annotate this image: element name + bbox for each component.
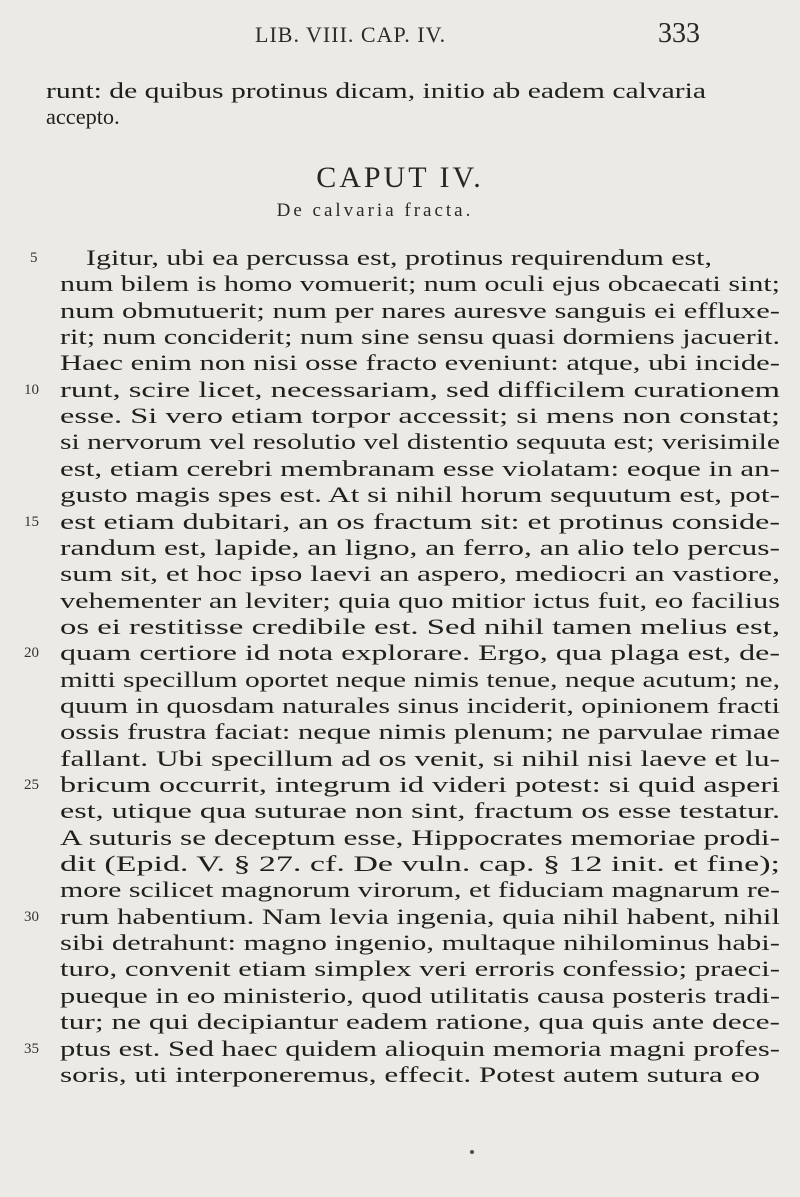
- text-line: os ei restitisse credibile est. Sed nihil tamen melius est,: [60, 613, 780, 639]
- text-line: Igitur, ubi ea percussa est, protinus requirendum est,: [86, 245, 712, 270]
- text-line: ptus est. Sed haec quidem alioquin memoria magni profes-: [60, 1035, 780, 1061]
- line-number: 15: [24, 513, 39, 530]
- text-line: est, etiam cerebri membranam esse violatam: eoque in an-: [60, 455, 780, 481]
- continuation-line: accepto.: [46, 104, 120, 130]
- text-line: gusto magis spes est. At si nihil horum sequutum est, pot-: [60, 482, 780, 508]
- text-line: more scilicet magnorum virorum, et fiduciam magnarum re-: [60, 877, 780, 903]
- chapter-title: CAPUT IV.: [316, 161, 484, 194]
- line-number: 10: [24, 381, 39, 398]
- text-line: A suturis se deceptum esse, Hippocrates memoriae prodi-: [60, 824, 780, 850]
- text-line: vehementer an leviter; quia quo mitior ictus fuit, eo facilius: [60, 587, 780, 613]
- text-line: si nervorum vel resolutio vel distentio sequuta est; verisimile: [60, 429, 780, 455]
- text-line: randum est, lapide, an ligno, an ferro, an alio telo percus-: [60, 534, 780, 560]
- text-line: Haec enim non nisi osse fracto eveniunt: atque, ubi incide-: [60, 350, 780, 376]
- text-line: esse. Si vero etiam torpor accessit; si mens non constat;: [60, 403, 780, 429]
- text-line: est etiam dubitari, an os fractum sit: et protinus conside-: [60, 508, 780, 534]
- text-line: rum habentium. Nam levia ingenia, quia nihil habent, nihil: [60, 903, 780, 929]
- text-line: pueque in eo ministerio, quod utilitatis causa posteris tradi-: [60, 982, 780, 1008]
- text-line: est, utique qua suturae non sint, fractum os esse testatur.: [60, 798, 780, 824]
- text-line: mitti specillum oportet neque nimis tenue, neque acutum; ne,: [60, 666, 780, 692]
- text-line: sum sit, et hoc ipso laevi an aspero, mediocri an vastiore,: [60, 561, 780, 587]
- text-line: ossis frustra faciat: neque nimis plenum; ne parvulae rimae: [60, 719, 780, 745]
- text-line: fallant. Ubi specillum ad os venit, si nihil nisi laeve et lu-: [60, 745, 780, 771]
- page-number: 333: [658, 18, 700, 49]
- text-line: sibi detrahunt: magno ingenio, multaque nihilominus habi-: [60, 930, 780, 956]
- page-mark: [470, 1150, 474, 1154]
- text-line: bricum occurrit, integrum id videri potest: si quid asperi: [60, 772, 780, 797]
- continuation-line: runt: de quibus protinus dicam, initio ab eadem calvaria: [46, 78, 706, 103]
- text-line: num obmutuerit; num per nares auresve sanguis ei effluxe-: [60, 297, 780, 323]
- text-line: quum in quosdam naturales sinus inciderit, opinionem fracti: [60, 692, 780, 718]
- text-line: tur; ne qui decipiantur eadem ratione, qua quis ante dece-: [60, 1009, 780, 1035]
- text-line: turo, convenit etiam simplex veri erroris confessio; praeci-: [60, 956, 780, 982]
- line-number: 20: [24, 645, 39, 662]
- text-line: dit (Epid. V. § 27. cf. De vuln. cap. § 12 init. et fine);: [60, 851, 780, 877]
- line-number: 30: [24, 908, 39, 925]
- chapter-subtitle: De calvaria fracta.: [276, 200, 474, 221]
- text-line: num bilem is homo vomuerit; num oculi ejus obcaecati sint;: [60, 271, 780, 297]
- line-number: 5: [30, 250, 38, 266]
- text-line: runt, scire licet, necessariam, sed difficilem curationem: [60, 376, 780, 402]
- text-line: quam certiore id nota explorare. Ergo, qua plaga est, de-: [60, 640, 780, 666]
- text-line: rit; num conciderit; num sine sensu quasi dormiens jacuerit.: [60, 324, 780, 350]
- running-head: [0, 18, 800, 52]
- line-number: 35: [24, 1040, 39, 1057]
- line-number: 25: [24, 777, 39, 793]
- running-title: LIB. VIII. CAP. IV.: [255, 22, 447, 47]
- text-line: soris, uti interponeremus, effecit. Potest autem sutura eo: [60, 1061, 760, 1087]
